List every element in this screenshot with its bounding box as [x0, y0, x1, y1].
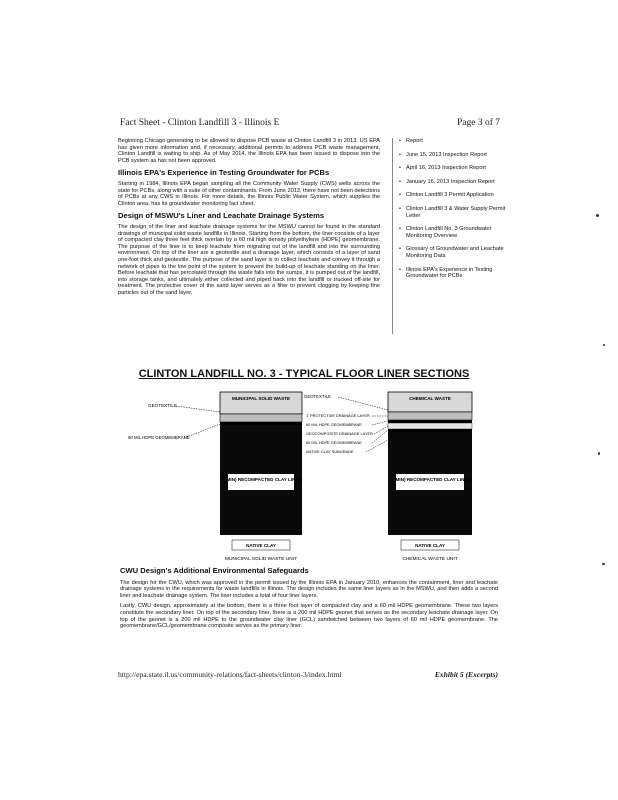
right-layer-label: 60 MIL HDPE GEOMEMBRANE: [306, 440, 362, 445]
left-hdpe-layer: [220, 422, 302, 425]
right-waste-label: CHEMICAL WASTE: [409, 396, 451, 401]
cwu-heading: CWU Design's Additional Environmental Safeguards: [120, 566, 309, 575]
sidebar-link[interactable]: • Clinton Landfill 3 Permit Application: [399, 192, 494, 199]
related-links-sidebar: [392, 138, 507, 334]
left-geotextile-leader: [176, 406, 220, 412]
main-content: [118, 138, 380, 300]
sidebar-link[interactable]: • April 16, 2013 Inspection Report: [399, 165, 486, 172]
exhibit-stamp: Exhibit 5 (Excerpts): [434, 670, 498, 679]
right-geotextile-leader: [338, 397, 388, 410]
cwu-paragraph-1: The design for the CWU, which was approved in the permit issued by the Illinois EPA in January 2010, enhances the containment, liner and leachate drainage systems in the requirements for waste landfills in Illinois. The design includes the same liner layers as in the MSWU, and then adds a second liner and leachate drainage system. The liner includes a total of four liner layers.: [120, 579, 498, 599]
intro-paragraph: Beginning Chicago generating to be allowed to dispose PCB waste at Clinton Landfill 3 in 2013. US EPA has given more information and, if necessary, additional permits to address PCB waste management, Clinton Landfill is waiting to ship. As of May 2014, the Illinois EPA has been issued to dispose into the PCB system as has not been approved.: [118, 138, 380, 164]
floor-liner-diagram: [128, 382, 484, 562]
right-geocomposite: [388, 423, 472, 429]
right-leader: [366, 440, 388, 452]
left-hdpe-leader: [184, 424, 220, 438]
testing-paragraph: Starting in 1984, Illinois EPA began sampling all the Community Water Supply (CWS) wells across the state for PCBs, along with a suite of other contaminants. From June 2013, there have not been detections of PCBs at any CWS in Illinois. For more details, the Illinois Public Water System, which supplies the Clinton area, has its groundwater monitoring fact sheet.: [118, 180, 380, 207]
scan-speck: [598, 452, 600, 455]
left-clay-label: 3' (MIN) RECOMPACTED CLAY LINER: [220, 477, 302, 482]
scan-speck: [596, 214, 599, 217]
page-footer: [118, 670, 498, 679]
sidebar-link[interactable]: • Clinton Landfill No. 3 Groundwater Monitoring Overview: [399, 226, 492, 239]
sidebar-link[interactable]: • Report: [399, 138, 423, 144]
right-leader: [372, 430, 388, 443]
section-heading-liner-design: Design of MSWU's Liner and Leachate Drainage Systems: [118, 211, 325, 221]
page-header-title: Fact Sheet - Clinton Landfill 3 - Illinois E: [120, 118, 280, 128]
left-hdpe-label: 60 MIL HDPE GEOMEMBRANE: [128, 435, 190, 440]
left-waste-label: MUNICIPAL SOLID WASTE: [231, 396, 291, 401]
left-sand-layer: [220, 414, 302, 422]
left-geotextile-label: GEOTEXTILE: [148, 403, 177, 408]
page-header: [120, 118, 500, 128]
footer-url: http://epa.state.il.us/community-relations/fact-sheets/clinton-3/index.html: [118, 670, 342, 679]
right-hdpe-2: [388, 429, 472, 432]
right-geotextile-label: GEOTEXTILE: [304, 394, 331, 399]
diagram-title: CLINTON LANDFILL NO. 3 - TYPICAL FLOOR LINER SECTIONS: [138, 368, 470, 380]
sidebar-link[interactable]: • June 15, 2013 Inspection Report: [399, 151, 487, 158]
right-native-label: NATIVE CLAY: [415, 543, 445, 548]
right-leader: [374, 426, 388, 434]
sidebar-link[interactable]: • Illinois EPA's Experience in Testing Groundwater for PCBs: [399, 266, 493, 280]
section-heading-testing: Illinois EPA's Experience in Testing Groundwater for PCBs: [118, 168, 330, 178]
sidebar-link[interactable]: • Glossary of Groundwater and Leachate Monitoring Data: [399, 246, 504, 259]
right-layer-label: 1' PROTECTIVE DRAINAGE LAYER: [306, 413, 370, 418]
right-layer-label: 60 MIL HDPE GEOMEMBRANE: [306, 422, 362, 427]
right-clay-label: 3' (MIN) RECOMPACTED CLAY LINER: [389, 477, 471, 482]
scan-speck: [602, 563, 605, 565]
right-drainage-layer: [388, 412, 472, 420]
cwu-safeguards-section: [120, 568, 498, 634]
sidebar-link[interactable]: • Clinton Landfill 3 & Water Supply Permit Letter: [399, 205, 506, 219]
right-layer-label: NATIVE CLAY SUBGRADE: [306, 449, 354, 454]
left-liner-section: [128, 392, 303, 562]
liner-design-paragraph: The design of the liner and leachate drainage systems for the MSWU cannot be found in the standard drawings of municipal solid waste landfills in Illinois. Starting from the bottom, the liner consists of a layer of compacted clay three feet thick overlain by a 60 mil high density polyethylene (HDPE) geomembrane. The purpose of the liner is to keep leachate from migrating out of the landfill and into the surrounding environment. On top of the liner are a geotextile and a drainage layer, which consists of a layer of sand one-foot thick and geotextile. The purpose of the sand layer is to collect leachate and convey it through a network of pipes to the low point of the system to prevent the build-up of leachate standing on the liner. Before leachate that has percolated through the waste falls into the sumps, it is pumped out of the landfill, into storage tanks, and ultimately either collected and piped back into the landfill or trucked off-site for treatment. The protective cover of the sand layer serves as a filter to prevent clogging by keeping fine particles out of the sand layer.: [118, 223, 380, 296]
cwu-paragraph-2: Lastly, CWU design, approximately at the bottom, there is a three foot layer of compacted clay and a 60 mil HDPE geomembrane. These two layers constitute the secondary liner. On top of the secondary liner, there is a 200 mil HDPE geonet that serves as the secondary leachate drainage layer. On top of the geonet is a 200 mil HDPE to the groundwater clay liner (GCL) sandwiched between two layers of 60 mil HDPE geomembrane. The geomembrane/GCL/geomembrane composite serves as the primary liner.: [120, 603, 498, 630]
right-waste-layer: [388, 392, 472, 412]
right-layer-label: GEOCOMPOSITE DRAINAGE LAYER: [306, 431, 373, 436]
sidebar-link[interactable]: • January 16, 2013 Inspection Report: [399, 178, 495, 185]
left-caption: MUNICIPAL SOLID WASTE UNIT: [224, 557, 298, 562]
scan-speck: [603, 344, 605, 346]
right-leader: [372, 421, 388, 425]
page-number: Page 3 of 7: [456, 118, 500, 128]
right-liner-section: [304, 392, 472, 562]
left-native-label: NATIVE CLAY: [246, 543, 276, 548]
right-caption: CHEMICAL WASTE UNIT: [402, 557, 458, 562]
right-hdpe-1: [388, 420, 472, 423]
